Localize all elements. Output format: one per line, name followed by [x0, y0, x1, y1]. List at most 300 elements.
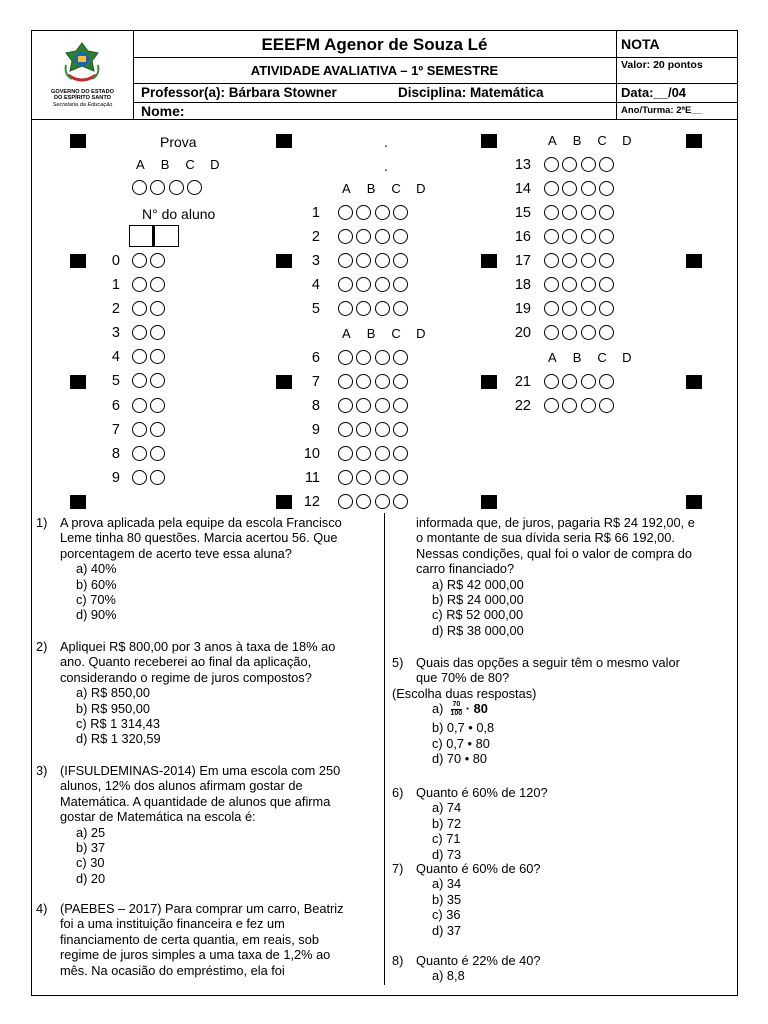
fraction-denominator: 100 [450, 710, 463, 718]
answer-bubble[interactable] [599, 181, 614, 196]
digit-label: 7 [111, 422, 120, 438]
registration-mark [70, 495, 86, 509]
answer-option[interactable]: b) 37 [76, 840, 106, 856]
question-4 [36, 901, 380, 978]
answer-bubble[interactable] [132, 373, 147, 388]
letter-d: D [622, 350, 632, 365]
answer-bubble[interactable] [132, 349, 147, 364]
answer-bubble[interactable] [544, 301, 559, 316]
column-divider [384, 513, 385, 985]
answer-bubble[interactable] [393, 494, 408, 509]
answer-bubble[interactable] [562, 277, 577, 292]
answer-bubble[interactable] [375, 277, 390, 292]
answer-bubble[interactable] [581, 325, 596, 340]
registration-mark [481, 375, 497, 389]
option-text: · 80 [465, 701, 488, 717]
digit-bubbles[interactable] [132, 349, 169, 367]
answer-option[interactable]: c) 36 [432, 907, 461, 923]
question-number: 18 [514, 277, 531, 293]
question-text: mês. Na ocasião do empréstimo, ela foi [60, 962, 285, 978]
answer-bubble[interactable] [581, 229, 596, 244]
question-number: 13 [514, 157, 531, 173]
digit-bubbles[interactable] [132, 253, 169, 271]
digit-label: 0 [111, 253, 120, 269]
digit-bubbles[interactable] [132, 277, 169, 295]
question-text: Quanto é 60% de 120? [416, 785, 548, 800]
answer-bubble[interactable] [375, 253, 390, 268]
question-bubbles[interactable] [544, 374, 617, 392]
answer-bubble[interactable] [375, 350, 390, 365]
answer-bubble[interactable] [150, 446, 165, 461]
answer-bubble[interactable] [338, 277, 353, 292]
question-number: 22 [514, 398, 531, 414]
digit-bubbles[interactable] [132, 301, 169, 319]
digit-bubbles[interactable] [132, 373, 169, 391]
answer-option[interactable]: b) R$ 24 000,00 [432, 592, 524, 608]
school-name: EEEFM Agenor de Souza Lé [133, 31, 617, 58]
answer-bubble[interactable] [562, 157, 577, 172]
question-bubbles[interactable] [544, 325, 617, 343]
answer-bubble[interactable] [544, 398, 559, 413]
answer-bubble[interactable] [150, 253, 165, 268]
answer-bubble[interactable] [544, 229, 559, 244]
answer-bubble[interactable] [150, 325, 165, 340]
discipline-label: Disciplina: Matemática [398, 85, 544, 100]
question-number: 4) [36, 901, 48, 916]
answer-bubble[interactable] [356, 253, 371, 268]
answer-bubble[interactable] [599, 398, 614, 413]
registration-mark [481, 134, 497, 148]
question-bubbles[interactable] [338, 350, 411, 368]
answer-bubble[interactable] [356, 205, 371, 220]
answer-bubble[interactable] [150, 301, 165, 316]
letter-c: C [597, 133, 607, 148]
answer-bubble[interactable] [562, 301, 577, 316]
answer-option[interactable] [416, 701, 732, 720]
answer-bubble[interactable] [544, 181, 559, 196]
digit-bubbles[interactable] [132, 325, 169, 343]
answer-bubble[interactable] [393, 374, 408, 389]
answer-bubble[interactable] [338, 422, 353, 437]
answer-bubble[interactable] [132, 253, 147, 268]
question-text: (IFSULDEMINAS-2014) Em uma escola com 250 [60, 763, 341, 778]
question-bubbles[interactable] [544, 205, 617, 223]
question-number: 2 [311, 229, 320, 245]
answer-bubble[interactable] [356, 374, 371, 389]
answer-option[interactable]: a) 74 [432, 800, 462, 816]
digit-label: 8 [111, 446, 120, 462]
answer-option[interactable]: d) 37 [432, 922, 462, 938]
answer-bubble[interactable] [544, 157, 559, 172]
letter-b: B [572, 133, 582, 148]
answer-bubble[interactable] [150, 349, 165, 364]
question-number: 8 [311, 398, 320, 414]
answer-bubble[interactable] [338, 398, 353, 413]
answer-bubble[interactable] [581, 277, 596, 292]
answer-bubble[interactable] [393, 422, 408, 437]
answer-bubble[interactable] [132, 398, 147, 413]
answer-bubble[interactable] [356, 398, 371, 413]
question-text: foi a uma instituição financeira e fez um [60, 916, 285, 932]
answer-bubble[interactable] [581, 181, 596, 196]
answer-option[interactable]: a) 34 [432, 876, 462, 892]
letter-a: A [342, 326, 351, 341]
question-text: financiamento de certa quantia, em reais, sob [60, 931, 319, 947]
answer-bubble[interactable] [393, 253, 408, 268]
answer-bubble[interactable] [393, 398, 408, 413]
question-number: 5) [392, 655, 404, 670]
question-2 [36, 639, 380, 747]
question-number: 14 [514, 181, 531, 197]
question-text: informada que, de juros, pagaria R$ 24 192,00, e [416, 515, 695, 530]
question-text: considerando o regime de juros compostos? [60, 669, 312, 685]
answer-bubble[interactable] [356, 301, 371, 316]
letter-d: D [416, 326, 426, 341]
question-number: 1) [36, 515, 48, 530]
question-text: carro financiado? [416, 561, 515, 577]
answer-bubble[interactable] [599, 325, 614, 340]
letter-b: B [572, 350, 582, 365]
column-2-letters [342, 182, 441, 196]
answer-option[interactable]: c) R$ 1 314,43 [76, 716, 160, 732]
question-8 [392, 953, 732, 984]
answer-bubble[interactable] [581, 374, 596, 389]
letter-d: D [416, 181, 426, 196]
letter-d: D [210, 157, 220, 172]
dot-mark: . [384, 158, 388, 174]
question-bubbles[interactable] [338, 205, 411, 223]
answer-option[interactable]: a) R$ 850,00 [76, 685, 150, 701]
answer-bubble[interactable] [581, 205, 596, 220]
answer-bubble[interactable] [375, 422, 390, 437]
answer-option[interactable]: d) 90% [76, 607, 117, 623]
letter-b: B [160, 157, 170, 172]
answer-option[interactable]: b) 0,7 • 0,8 [432, 720, 495, 736]
answer-bubble[interactable] [599, 277, 614, 292]
registration-mark [481, 495, 497, 509]
answer-bubble[interactable] [562, 253, 577, 268]
question-3 [36, 763, 380, 886]
answer-bubble[interactable] [544, 374, 559, 389]
question-bubbles[interactable] [544, 277, 617, 295]
answer-bubble[interactable] [150, 470, 165, 485]
registration-mark [70, 134, 86, 148]
prova-letters [136, 158, 235, 172]
name-field[interactable] [133, 103, 617, 119]
answer-bubble[interactable] [599, 253, 614, 268]
answer-option[interactable]: b) 60% [76, 576, 117, 592]
answer-bubble[interactable] [375, 470, 390, 485]
letter-a: A [136, 157, 145, 172]
question-bubbles[interactable] [544, 301, 617, 319]
activity-title: ATIVIDADE AVALIATIVA – 1º SEMESTRE [133, 58, 617, 84]
answer-bubble[interactable] [393, 277, 408, 292]
letter-a: A [548, 350, 557, 365]
question-number: 19 [514, 301, 531, 317]
question-number: 2) [36, 639, 48, 654]
answer-bubble[interactable] [562, 374, 577, 389]
registration-mark [686, 134, 702, 148]
answer-bubble[interactable] [375, 446, 390, 461]
answer-bubble[interactable] [562, 205, 577, 220]
answer-bubble[interactable] [132, 180, 147, 195]
answer-bubble[interactable] [150, 373, 165, 388]
answer-bubble[interactable] [393, 205, 408, 220]
answer-bubble[interactable] [132, 325, 147, 340]
student-number-label: N° do aluno [142, 206, 216, 222]
answer-option[interactable]: c) 71 [432, 831, 461, 847]
digit-label: 1 [111, 277, 120, 293]
answer-bubble[interactable] [581, 253, 596, 268]
answer-bubble[interactable] [599, 301, 614, 316]
answer-bubble[interactable] [375, 229, 390, 244]
header [32, 31, 737, 120]
answer-bubble[interactable] [562, 181, 577, 196]
question-bubbles[interactable] [544, 253, 617, 271]
question-text: A prova aplicada pela equipe da escola Francisco [60, 515, 342, 530]
professor-label: Professor(a): Bárbara Stowner [141, 85, 337, 100]
answer-bubble[interactable] [356, 422, 371, 437]
question-text: gostar de Matemática na escola é: [60, 809, 256, 825]
answer-bubble[interactable] [150, 398, 165, 413]
registration-mark [276, 495, 292, 509]
fraction-numerator: 70 [452, 701, 461, 709]
question-text: Leme tinha 80 questões. Marcia acertou 56. Que [60, 530, 338, 546]
digit-label: 3 [111, 325, 120, 341]
grade-label: NOTA [617, 31, 737, 58]
question-text: Quanto é 22% de 40? [416, 953, 541, 968]
digit-bubbles[interactable] [132, 422, 169, 440]
answer-bubble[interactable] [393, 229, 408, 244]
answer-option[interactable]: d) 70 • 80 [432, 751, 487, 767]
answer-bubble[interactable] [338, 494, 353, 509]
question-bubbles[interactable] [338, 422, 411, 440]
answer-option[interactable]: a) 8,8 [432, 968, 465, 984]
question-bubbles[interactable] [338, 301, 411, 319]
answer-option[interactable]: d) R$ 38 000,00 [432, 622, 524, 638]
fraction [451, 701, 463, 718]
answer-bubble[interactable] [356, 446, 371, 461]
question-note: (Escolha duas respostas) [392, 685, 537, 701]
question-text: Nessas condições, qual foi o valor de compra do [416, 545, 692, 561]
answer-bubble[interactable] [338, 446, 353, 461]
answer-bubble[interactable] [132, 470, 147, 485]
answer-bubble[interactable] [599, 229, 614, 244]
answer-bubble[interactable] [375, 398, 390, 413]
state-logo [32, 31, 134, 119]
registration-mark [686, 375, 702, 389]
digit-bubbles[interactable] [132, 446, 169, 464]
digit-bubbles[interactable] [132, 470, 169, 488]
answer-option[interactable]: c) 30 [76, 855, 105, 871]
answer-bubble[interactable] [338, 374, 353, 389]
question-7 [392, 861, 732, 938]
question-number: 21 [514, 374, 531, 390]
column-3-letters [548, 134, 647, 148]
question-text: Quanto é 60% de 60? [416, 861, 541, 876]
answer-option[interactable]: b) 35 [432, 891, 462, 907]
answer-option[interactable]: c) 0,7 • 80 [432, 735, 490, 751]
question-bubbles[interactable] [338, 470, 411, 488]
answer-bubble[interactable] [544, 253, 559, 268]
question-text: (PAEBES – 2017) Para comprar um carro, Beatriz [60, 901, 344, 916]
question-bubbles[interactable] [338, 253, 411, 271]
answer-bubble[interactable] [599, 205, 614, 220]
question-bubbles[interactable] [338, 374, 411, 392]
question-number: 6 [311, 350, 320, 366]
answer-bubble[interactable] [132, 301, 147, 316]
letter-c: C [597, 350, 607, 365]
question-text: alunos, 12% dos alunos afirmam gostar de [60, 778, 303, 794]
question-bubbles[interactable] [338, 398, 411, 416]
answer-option[interactable]: d) R$ 1 320,59 [76, 731, 161, 747]
prova-bubbles[interactable] [132, 180, 205, 198]
answer-bubble[interactable] [393, 470, 408, 485]
answer-bubble[interactable] [338, 205, 353, 220]
answer-option[interactable]: d) 20 [76, 870, 106, 886]
answer-bubble[interactable] [599, 157, 614, 172]
answer-bubble[interactable] [150, 277, 165, 292]
points-value: Valor: 20 pontos [617, 58, 737, 84]
question-number: 11 [304, 470, 320, 486]
question-number: 17 [514, 253, 531, 269]
digit-label: 5 [111, 373, 120, 389]
question-bubbles[interactable] [544, 181, 617, 199]
answer-bubble[interactable] [581, 398, 596, 413]
digit-label: 6 [111, 398, 120, 414]
question-bubbles[interactable] [544, 157, 617, 175]
answer-bubble[interactable] [150, 422, 165, 437]
letter-a: A [548, 133, 557, 148]
student-number-box[interactable] [129, 225, 179, 247]
question-number: 1 [311, 205, 320, 221]
answer-option[interactable]: b) 72 [432, 815, 462, 831]
answer-bubble[interactable] [562, 325, 577, 340]
logo-line-3: Secretaria da Educação [52, 102, 113, 108]
answer-bubble[interactable] [187, 180, 202, 195]
answer-option[interactable]: a) R$ 42 000,00 [432, 576, 524, 592]
letter-c: C [185, 157, 195, 172]
registration-mark [276, 134, 292, 148]
answer-bubble[interactable] [393, 446, 408, 461]
answer-bubble[interactable] [393, 350, 408, 365]
answer-bubble[interactable] [132, 277, 147, 292]
answer-option[interactable]: d) 73 [432, 846, 462, 862]
answer-bubble[interactable] [375, 205, 390, 220]
letter-c: C [391, 326, 401, 341]
answer-bubble[interactable] [338, 229, 353, 244]
answer-option[interactable]: b) R$ 950,00 [76, 700, 150, 716]
answer-option[interactable]: a) 40% [76, 561, 117, 577]
answer-bubble[interactable] [544, 325, 559, 340]
question-1 [36, 515, 380, 623]
answer-bubble[interactable] [581, 157, 596, 172]
answer-bubble[interactable] [562, 229, 577, 244]
answer-bubble[interactable] [169, 180, 184, 195]
question-number: 20 [514, 325, 531, 341]
question-5 [392, 655, 732, 766]
answer-bubble[interactable] [393, 301, 408, 316]
answer-bubble[interactable] [132, 446, 147, 461]
answer-bubble[interactable] [338, 470, 353, 485]
question-bubbles[interactable] [544, 398, 617, 416]
answer-bubble[interactable] [544, 277, 559, 292]
registration-mark [276, 254, 292, 268]
question-number: 5 [311, 301, 320, 317]
question-6 [392, 785, 732, 862]
question-number: 6) [392, 785, 404, 800]
registration-mark [276, 375, 292, 389]
question-number: 3) [36, 763, 48, 778]
digit-label: 9 [111, 470, 120, 486]
question-bubbles[interactable] [338, 494, 411, 512]
exam-sheet [31, 30, 738, 996]
answer-bubble[interactable] [581, 301, 596, 316]
answer-option[interactable]: c) R$ 52 000,00 [432, 607, 524, 623]
registration-mark [481, 254, 497, 268]
question-number: 7 [311, 374, 320, 390]
coat-of-arms-icon [62, 41, 102, 87]
professor-row [133, 84, 617, 103]
question-text: regime de juros simples a uma taxa de 1,2% ao [60, 947, 331, 963]
answer-bubble[interactable] [599, 374, 614, 389]
registration-mark [686, 495, 702, 509]
answer-bubble[interactable] [562, 398, 577, 413]
answer-bubble[interactable] [356, 494, 371, 509]
prova-label: Prova [160, 134, 197, 150]
question-text: Matemática. A quantidade de alunos que afirma [60, 793, 331, 809]
question-bubbles[interactable] [338, 229, 411, 247]
letter-b: B [366, 326, 376, 341]
option-letter: a) [432, 701, 444, 717]
column-2-letters [342, 327, 441, 341]
question-bubbles[interactable] [544, 229, 617, 247]
question-text: porcentagem de acerto teve essa aluna? [60, 545, 292, 561]
question-number: 3 [311, 253, 320, 269]
question-number: 10 [303, 446, 320, 462]
letter-a: A [342, 181, 351, 196]
answer-bubble[interactable] [375, 301, 390, 316]
answer-bubble[interactable] [356, 470, 371, 485]
registration-mark [686, 254, 702, 268]
question-text: o montante de sua dívida seria R$ 66 192,00. [416, 530, 675, 546]
answer-bubble[interactable] [544, 205, 559, 220]
question-bubbles[interactable] [338, 277, 411, 295]
answer-bubble[interactable] [338, 350, 353, 365]
question-number: 7) [392, 861, 404, 876]
name-label: Nome: [141, 103, 185, 119]
answer-option[interactable]: a) 25 [76, 824, 106, 840]
question-bubbles[interactable] [338, 446, 411, 464]
question-number: 12 [303, 494, 320, 510]
question-number: 4 [311, 277, 320, 293]
question-text: ano. Quanto receberei ao final da aplicação, [60, 654, 312, 670]
answer-bubble[interactable] [375, 374, 390, 389]
digit-bubbles[interactable] [132, 398, 169, 416]
class-field: Ano/Turma: 2ªE__ [621, 105, 702, 116]
answer-bubble[interactable] [356, 277, 371, 292]
answer-option[interactable]: c) 70% [76, 592, 116, 608]
question-text: Quais das opções a seguir têm o mesmo valor [416, 655, 680, 670]
answer-bubble[interactable] [132, 422, 147, 437]
answer-bubble[interactable] [338, 253, 353, 268]
answer-bubble[interactable] [338, 301, 353, 316]
answer-bubble[interactable] [356, 229, 371, 244]
answer-bubble[interactable] [150, 180, 165, 195]
answer-bubble[interactable] [356, 350, 371, 365]
date-field: Data:__/04 [617, 84, 737, 103]
answer-bubble[interactable] [375, 494, 390, 509]
